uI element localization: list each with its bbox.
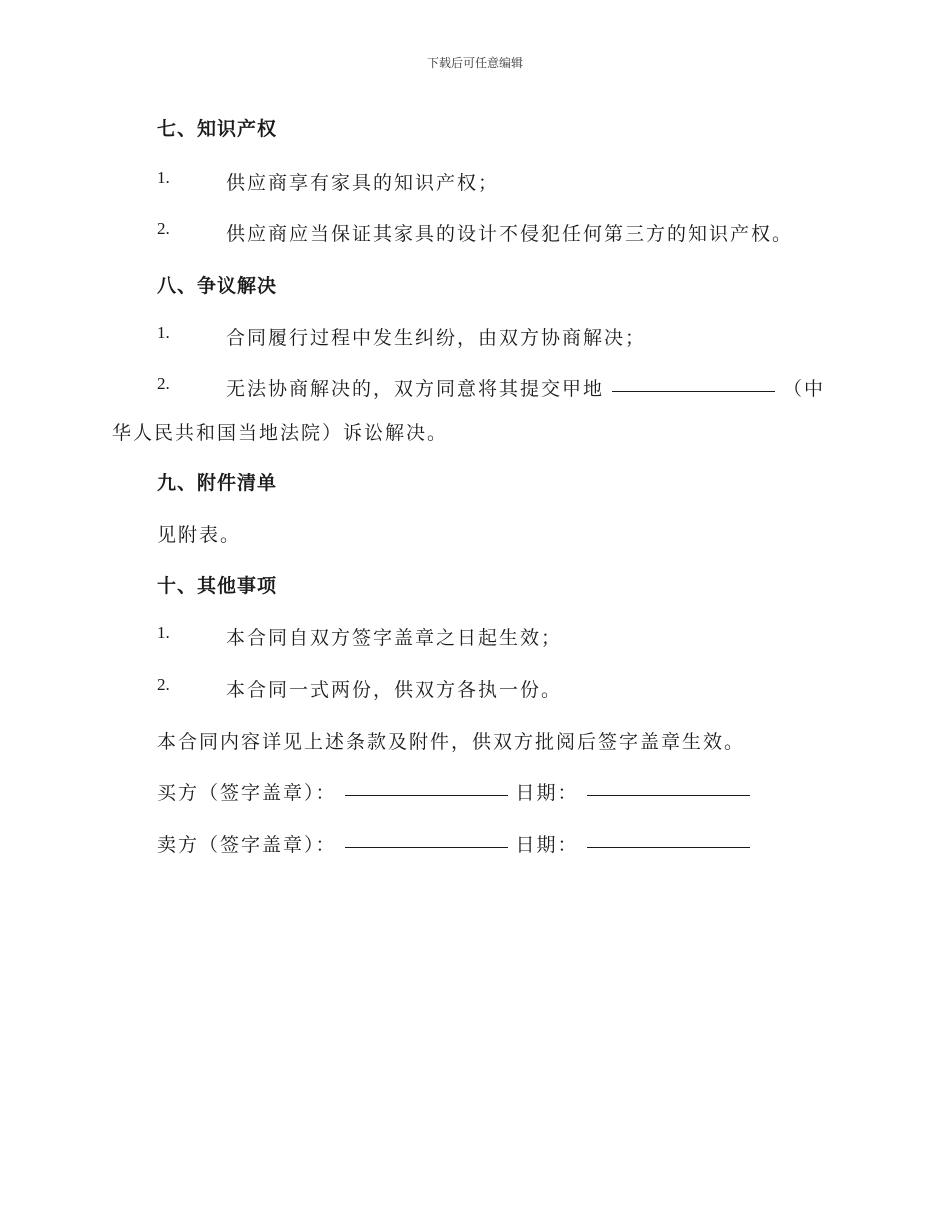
item-continuation: 华人民共和国当地法院）诉讼解决。 (112, 422, 449, 444)
item-number: 2. (157, 374, 170, 393)
section-heading-intellectual-property: 七、知识产权 (157, 118, 278, 140)
buyer-signature-line (157, 778, 950, 805)
buyer-date-blank[interactable] (587, 794, 750, 796)
item-number: 1. (157, 323, 170, 342)
buyer-signature-blank[interactable] (345, 794, 508, 796)
page-header: 下载后可任意编辑 (426, 56, 523, 70)
item-text: 合同履行过程中发生纠纷，由双方协商解决； (226, 327, 647, 349)
court-location-blank[interactable] (612, 390, 775, 392)
party-label: 买方（签字盖章）： (157, 782, 337, 804)
item-text-before-blank: 无法协商解决的，双方同意将其提交甲地 (226, 378, 605, 400)
item-number: 2. (157, 675, 170, 694)
seller-signature-blank[interactable] (345, 846, 508, 848)
party-label: 卖方（签字盖章）： (157, 834, 337, 856)
seller-signature-line (157, 830, 950, 857)
seller-date-blank[interactable] (587, 846, 750, 848)
item-text: 供应商享有家具的知识产权； (226, 172, 500, 194)
section-heading-dispute-resolution: 八、争议解决 (157, 275, 278, 297)
closing-statement: 本合同内容详见上述条款及附件，供双方批阅后签字盖章生效。 (157, 731, 746, 753)
item-text: 本合同一式两份，供双方各执一份。 (226, 679, 563, 701)
date-label: 日期： (515, 782, 579, 804)
item-text: 本合同自双方签字盖章之日起生效； (226, 627, 563, 649)
section-heading-other-matters: 十、其他事项 (157, 575, 278, 597)
item-text-after-blank: （中 (783, 378, 826, 400)
date-label: 日期： (515, 834, 579, 856)
item-number: 1. (157, 623, 170, 642)
item-number: 2. (157, 219, 170, 238)
item-text: 供应商应当保证其家具的设计不侵犯任何第三方的知识产权。 (226, 223, 794, 245)
item-number: 1. (157, 168, 170, 187)
item-text-with-blank (226, 374, 825, 401)
section-heading-attachments: 九、附件清单 (157, 472, 278, 494)
section-body: 见附表。 (157, 524, 242, 546)
